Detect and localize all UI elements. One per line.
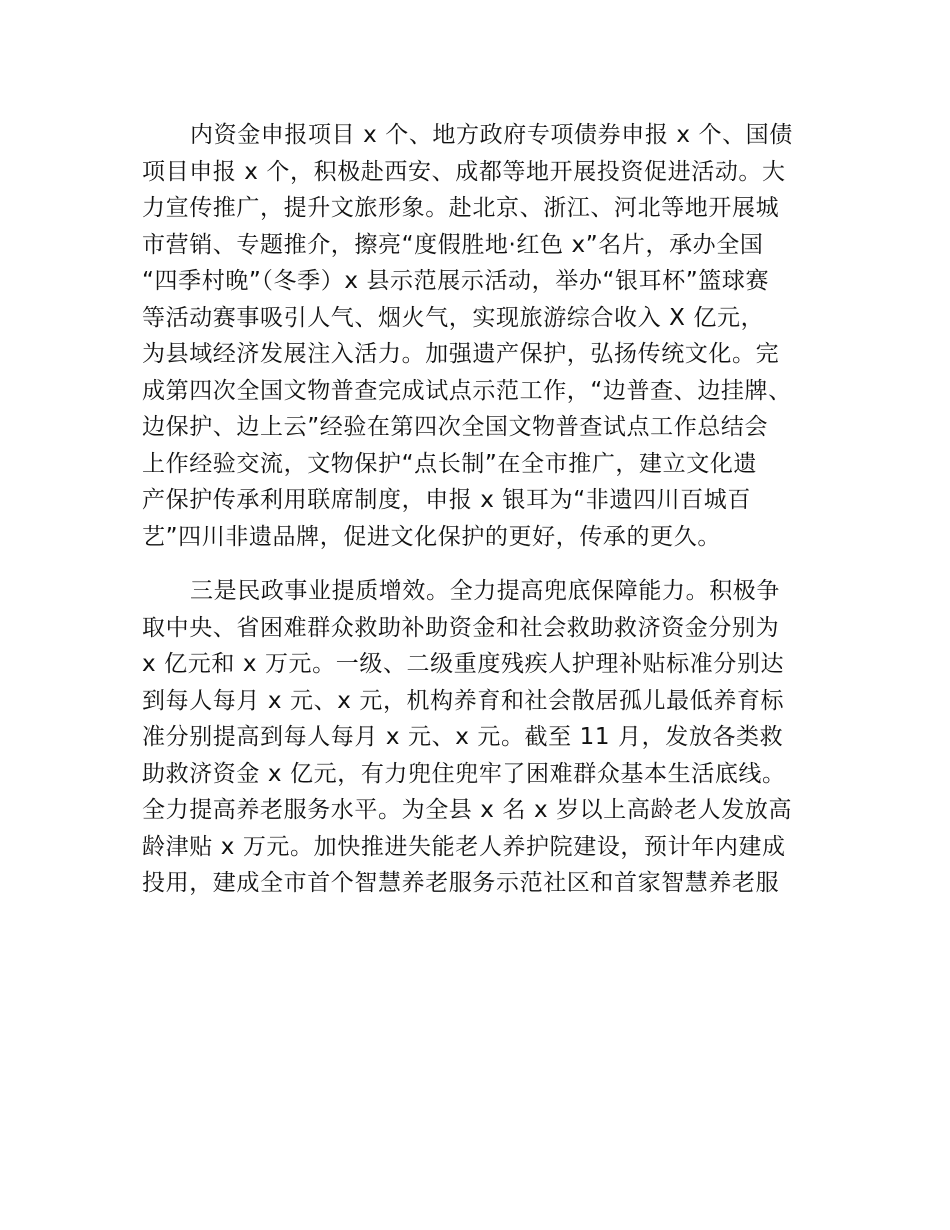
text-line: 为县域经济发展注入活力。加强遗产保护，弘扬传统文化。完 [142, 341, 780, 367]
text-line: “四季村晚”（冬季）x 县示范展示活动，举办“银耳杯”篮球赛 [142, 268, 770, 294]
text-line: 产保护传承利用联席制度，申报 x 银耳为“非遗四川百城百 [142, 487, 751, 513]
text-line: x 亿元和 x 万元。一级、二级重度残疾人护理补贴标准分别达 [142, 651, 785, 677]
text-line: 艺”四川非遗品牌，促进文化保护的更好，传承的更久。 [142, 523, 721, 550]
text-line: 边保护、边上云”经验在第四次全国文物普查试点工作总结会 [142, 414, 769, 440]
text-line: 助救济资金 x 亿元，有力兜住兜牢了困难群众基本生活底线。 [142, 760, 786, 787]
text-line: 龄津贴 x 万元。加快推进失能老人养护院建设，预计年内建成 [142, 833, 786, 860]
text-line: 投用，建成全市首个智慧养老服务示范社区和首家智慧养老服 [142, 870, 780, 896]
text-line: 准分别提高到每人每月 x 元、x 元。截至 11 月，发放各类救 [142, 724, 784, 750]
text-line: 项目申报 x 个，积极赴西安、成都等地开展投资促进活动。大 [142, 158, 786, 185]
text-line: 成第四次全国文物普查完成试点示范工作，“边普查、边挂牌、 [142, 377, 792, 404]
text-line: 到每人每月 x 元、x 元，机构养育和社会散居孤儿最低养育标 [142, 687, 785, 714]
text-line: 三是民政事业提质增效。全力提高兜底保障能力。积极争 [190, 578, 780, 604]
paragraph-culture-tourism [142, 117, 822, 555]
paragraph-civil-affairs [142, 573, 822, 902]
text-line: 力宣传推广，提升文旅形象。赴北京、浙江、河北等地开展城 [142, 195, 780, 221]
document-body [142, 117, 822, 902]
text-line: 上作经验交流，文物保护“点长制”在全市推广，建立文化遗 [142, 450, 758, 477]
text-line: 内资金申报项目 x 个、地方政府专项债券申报 x 个、国债 [190, 122, 793, 148]
text-line: 市营销、专题推介，擦亮“度假胜地·红色 x”名片，承办全国 [142, 231, 764, 258]
text-line: 等活动赛事吸引人气、烟火气，实现旅游综合收入 X 亿元， [142, 304, 765, 331]
text-line: 取中央、省困难群众救助补助资金和社会救助救济资金分别为 [142, 614, 780, 641]
text-line: 全力提高养老服务水平。为全县 x 名 x 岁以上高龄老人发放高 [142, 797, 793, 823]
